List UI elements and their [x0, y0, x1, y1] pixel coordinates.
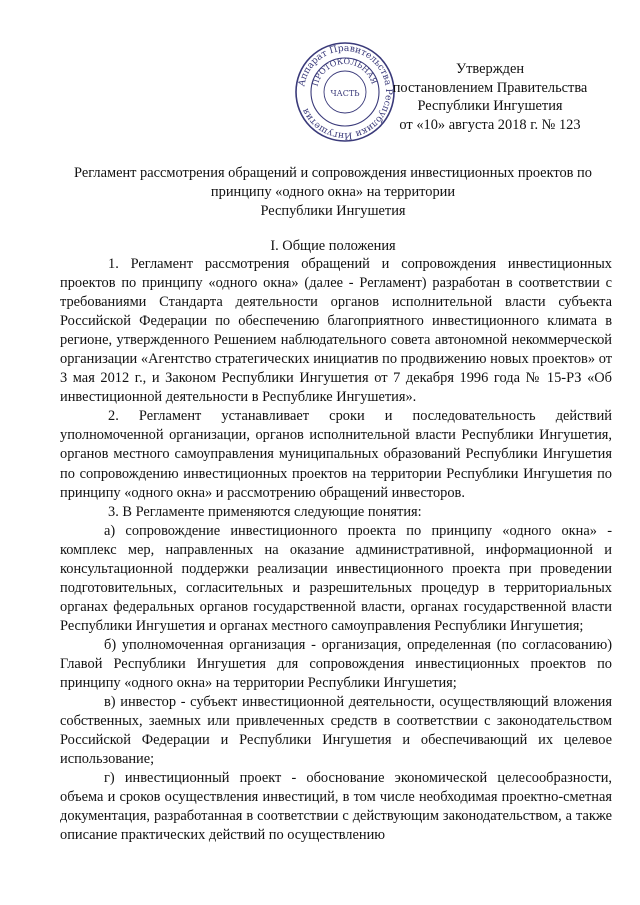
approval-line-1: Утвержден [455, 61, 525, 77]
seal-inner-text: ПРОТОКОЛЬНАЯ [310, 56, 379, 88]
paragraph: 3. В Регламенте применяются следующие понятия: [108, 503, 422, 520]
title-line-3: Республики Ингушетия [260, 203, 406, 219]
paragraph: 2. Регламент устанавливает сроки и последовательность действий уполномоченной организации, органов исполнительной власти Республики Ингушетия, органов местного самоуправления муниципальных образований Республики Ингушетия по сопровождению инвестиционных проектов на территории Республики Ингушетия по принципу «одного окна» и рассмотрению обращений инвесторов. [60, 408, 612, 501]
paragraph: а) сопровождение инвестиционного проекта по принципу «одного окна» - комплекс мер, направленных на оказание административной, информационной и консультационной поддержки реализации инвестиционного проекта при проведении подготовительных, согласительных и разрешительных процедур в территориальных органах федеральных органов государственной власти, органах государственной власти Республики Ингушетия и органах местного самоуправления Республики Ингушетия; [60, 522, 612, 634]
seal-center-text: ЧАСТЬ [330, 89, 360, 98]
section-heading: I. Общие положения [270, 238, 396, 254]
title-line-2: принципу «одного окна» на территории [210, 184, 456, 200]
paragraph: 1. Регламент рассмотрения обращений и сопровождения инвестиционных проектов по принципу «одного окна» (далее - Регламент) разработан в соответствии с требованиями Стандарта деятельности органов исполнительной власти субъекта Российской Федерации по обеспечению благоприятного инвестиционного климата в регионе, утвержденного Решением наблюдательного совета автономной некоммерческой организации «Агентство стратегических инициатив по продвижению новых проектов» от 3 мая 2012 г., и Законом Республики Ингушетия от 7 декабря 1996 года № 15-РЗ «Об инвестиционной деятельности в Республике Ингушетия». [60, 256, 612, 406]
paragraph: г) инвестиционный проект - обоснование экономической целесообразности, объема и сроков осуществления инвестиций, в том числе необходимая проектно-сметная документация, разработанная в соответствии с действующим законодательством, а также описание практических действий по осуществлению [60, 770, 612, 844]
paragraph: в) инвестор - субъект инвестиционной деятельности, осуществляющий вложения собственных, заемных или привлеченных средств в соответствии с законодательством Российской Федерации и Республики Ингушетия и обеспечивающий их целевое использование; [60, 694, 612, 768]
approval-line-2: постановлением Правительства [392, 79, 588, 96]
title-line-1: Регламент рассмотрения обращений и сопровождения инвестиционных проектов по [74, 165, 592, 181]
approval-block [380, 60, 600, 134]
seal-outer-text: Аппарат Правительства Республики Ингушетия [296, 42, 395, 142]
approval-line-4: от «10» августа 2018 г. № 123 [399, 116, 581, 133]
document-title [56, 164, 610, 221]
paragraph: б) уполномоченная организация - организация, определенная (по согласованию) Главой Республики Ингушетия для сопровождения инвестиционных проектов по принципу «одного окна» на территории Республики Ингушетия; [60, 636, 612, 692]
document-body [60, 255, 612, 845]
approval-line-3: Республики Ингушетия [417, 98, 563, 114]
